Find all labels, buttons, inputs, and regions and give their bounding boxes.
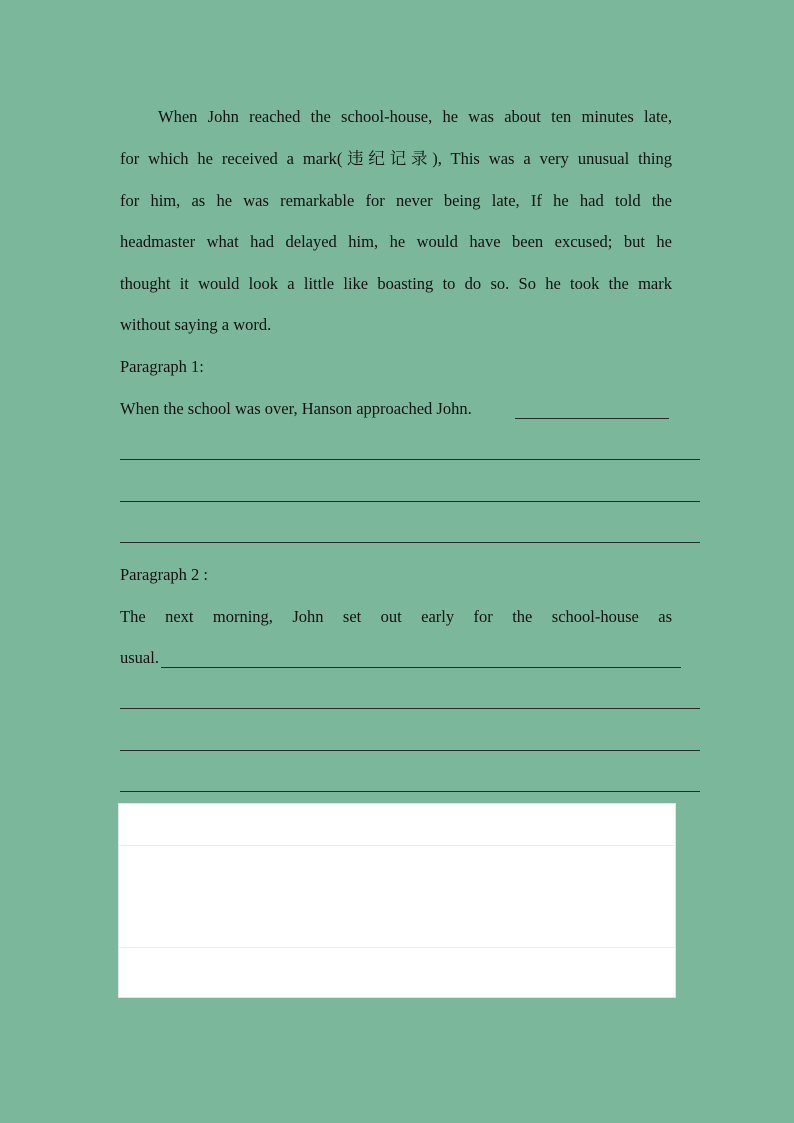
box-divider: [119, 845, 675, 846]
paragraph1-inline-blank[interactable]: [515, 418, 669, 419]
paragraph2-answer-line[interactable]: [120, 708, 700, 709]
paragraph2-label: Paragraph 2 :: [120, 565, 208, 584]
paragraph1-start: When the school was over, Hanson approached John.: [120, 399, 472, 418]
story-line: When John reached the school-house, he was about ten minutes late,: [158, 107, 672, 126]
paragraph1-answer-line[interactable]: [120, 542, 700, 543]
box-divider: [119, 947, 675, 948]
paragraph2-start-line2: usual.: [120, 648, 159, 667]
paragraph2-answer-line[interactable]: [120, 750, 700, 751]
story-line: without saying a word.: [120, 315, 272, 334]
paragraph1-label: Paragraph 1:: [120, 357, 204, 376]
paragraph2-start-line1: The next morning, John set out early for the school-house as: [120, 607, 672, 626]
paragraph1-answer-line[interactable]: [120, 501, 700, 502]
paragraph2-inline-blank[interactable]: [161, 667, 681, 668]
paragraph2-answer-line[interactable]: [120, 791, 700, 792]
paragraph1-answer-line[interactable]: [120, 459, 700, 460]
story-line: for which he received a mark(违纪记录), This was a very unusual thing: [120, 149, 672, 168]
blank-answer-box: [118, 803, 676, 998]
story-line: thought it would look a little like boasting to do so. So he took the mark: [120, 274, 672, 293]
story-line: for him, as he was remarkable for never being late, If he had told the: [120, 191, 672, 210]
story-line: headmaster what had delayed him, he would have been excused; but he: [120, 232, 672, 251]
